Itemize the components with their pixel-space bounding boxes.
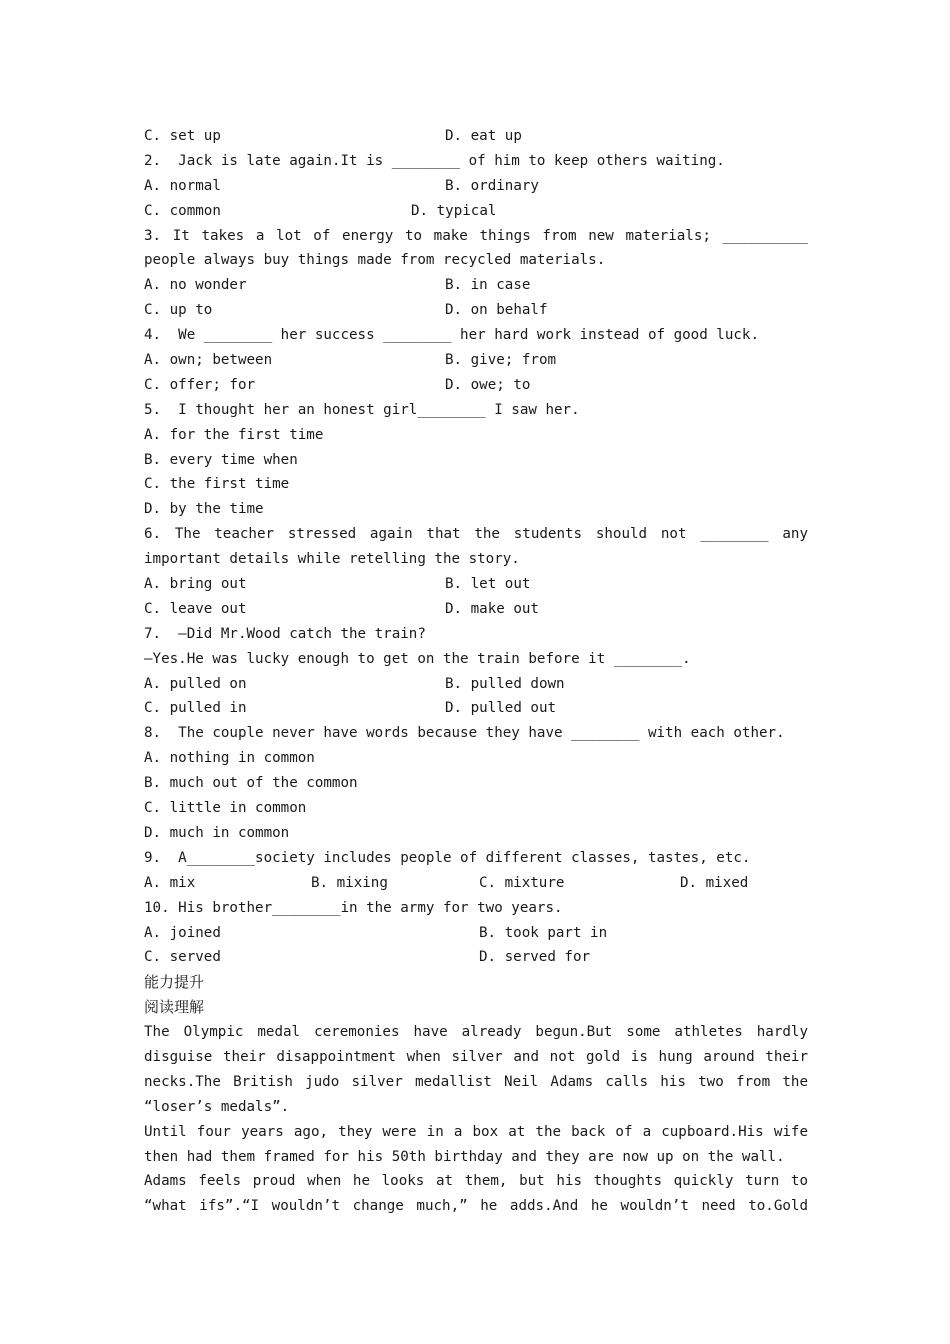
section-subheading: 阅读理解 <box>144 998 205 1017</box>
question-5-option-c: C. the first time <box>144 476 290 493</box>
question-6-options-row-2 <box>144 597 808 622</box>
question-7-options-row-2 <box>144 696 808 721</box>
question-5-stem: 5. I thought her an honest girl________ I saw her. <box>144 401 580 418</box>
option-d: D. eat up <box>445 128 522 144</box>
option-a: A. pulled on <box>144 675 247 692</box>
passage-line-4: “loser’s medals”. <box>144 1098 290 1115</box>
question-9-stem: 9. A________society includes people of different classes, tastes, etc. <box>144 849 751 866</box>
option-b: B. took part in <box>479 924 608 941</box>
question-5-option-a: A. for the first time <box>144 426 324 443</box>
option-b: B. pulled down <box>445 675 565 692</box>
question-5-option-b: B. every time when <box>144 451 298 468</box>
option-c: C. set up <box>144 128 221 144</box>
option-b: B. mixing <box>311 874 388 891</box>
question-10-options-row-2 <box>144 945 808 970</box>
question-8-option-c: C. little in common <box>144 800 307 817</box>
option-a: A. joined <box>144 924 221 941</box>
option-b: B. let out <box>445 576 531 593</box>
section-heading: 能力提升 <box>144 973 205 992</box>
option-c: C. up to <box>144 302 213 319</box>
question-6-options-row-1 <box>144 572 808 597</box>
question-3-options-row-2 <box>144 298 808 323</box>
option-b: B. give; from <box>445 352 557 369</box>
question-7-options-row-1 <box>144 672 808 697</box>
passage-line-6: then had them framed for his 50th birthday and they are now up on the wall. <box>144 1148 785 1165</box>
option-d: D. served for <box>479 949 591 966</box>
question-9-options-row <box>144 871 808 896</box>
question-2-options-row-2 <box>144 199 808 224</box>
passage-line-5: Until four years ago, they were in a box at the back of a cupboard.His wife <box>144 1123 808 1140</box>
question-8-option-d: D. much in common <box>144 824 290 841</box>
option-a: A. mix <box>144 874 196 891</box>
question-3-stem-line-1: 3. It takes a lot of energy to make things from new materials; __________ <box>144 227 808 244</box>
question-8-option-b: B. much out of the common <box>144 775 358 792</box>
option-a: A. no wonder <box>144 277 247 294</box>
option-c: C. mixture <box>479 874 565 891</box>
question-3-stem-line-2: people always buy things made from recycled materials. <box>144 252 606 269</box>
passage-line-2: disguise their disappointment when silver and not gold is hung around their <box>144 1048 808 1065</box>
option-d: D. mixed <box>680 874 749 891</box>
question-4-stem: 4. We ________ her success ________ her hard work instead of good luck. <box>144 327 759 344</box>
question-5-option-d: D. by the time <box>144 501 264 518</box>
question-2-stem: 2. Jack is late again.It is ________ of him to keep others waiting. <box>144 152 725 169</box>
question-10-stem: 10. His brother________in the army for two years. <box>144 899 563 916</box>
option-c: C. served <box>144 949 221 966</box>
option-d: D. pulled out <box>445 700 557 717</box>
option-c: C. offer; for <box>144 376 256 393</box>
question-8-stem: 8. The couple never have words because they have ________ with each other. <box>144 725 785 742</box>
option-a: A. own; between <box>144 352 273 369</box>
option-a: A. normal <box>144 177 221 194</box>
option-a: A. bring out <box>144 576 247 593</box>
option-c: C. pulled in <box>144 700 247 717</box>
question-2-options-row-1 <box>144 174 808 199</box>
passage-line-1: The Olympic medal ceremonies have already begun.But some athletes hardly <box>144 1024 808 1041</box>
option-d: D. typical <box>411 202 497 219</box>
question-10-options-row-1 <box>144 921 808 946</box>
passage-line-3: necks.The British judo silver medallist Neil Adams calls his two from the <box>144 1073 808 1090</box>
option-c: C. leave out <box>144 600 247 617</box>
question-6-stem-line-1: 6. The teacher stressed again that the students should not ________ any <box>144 526 808 543</box>
option-c: C. common <box>144 202 221 219</box>
question-7-stem-line-1: 7. —Did Mr.Wood catch the train? <box>144 625 426 642</box>
question-7-stem-line-2: —Yes.He was lucky enough to get on the train before it ________. <box>144 650 691 667</box>
passage-line-8: “what ifs”.“I wouldn’t change much,” he adds.And he wouldn’t need to.Gold <box>144 1198 808 1215</box>
question-6-stem-line-2: important details while retelling the story. <box>144 551 520 568</box>
option-b: B. ordinary <box>445 177 539 194</box>
option-d: D. on behalf <box>445 302 548 319</box>
worksheet-page <box>144 124 808 1219</box>
question-3-options-row-1 <box>144 273 808 298</box>
question-4-options-row-2 <box>144 373 808 398</box>
question-1-options-row <box>144 124 808 149</box>
option-b: B. in case <box>445 277 531 294</box>
option-d: D. make out <box>445 600 539 617</box>
question-4-options-row-1 <box>144 348 808 373</box>
option-d: D. owe; to <box>445 376 531 393</box>
question-8-option-a: A. nothing in common <box>144 750 315 767</box>
passage-line-7: Adams feels proud when he looks at them, but his thoughts quickly turn to <box>144 1173 808 1190</box>
